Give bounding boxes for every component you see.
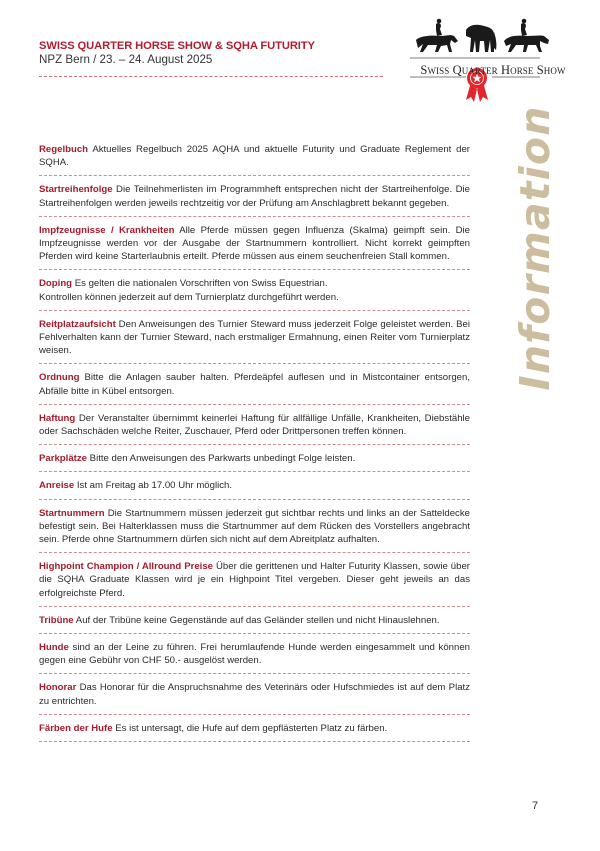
info-entry-highpoint bbox=[39, 560, 470, 607]
logo-text: Swiss Quarter Horse Show bbox=[420, 63, 566, 77]
entry-term: Tribüne bbox=[39, 614, 74, 626]
entry-text: Den Anweisungen des Turnier Steward muss jederzeit Folge geleistet werden. Bei Fehlverhalten kann der Turnier Steward, nach erstmaliger Ermahnung, einen Reiter vom Turnierplatz weisen. bbox=[39, 318, 470, 357]
entry-term: Honorar bbox=[39, 682, 77, 694]
info-entry-tribuene bbox=[39, 614, 470, 634]
entry-term: Anreise bbox=[39, 480, 75, 492]
entry-term: Ordnung bbox=[39, 372, 80, 384]
entry-text-line2: Kontrollen können jederzeit auf dem Turnierplatz durchgeführt werden. bbox=[39, 291, 339, 303]
header-subtitle: NPZ Bern / 23. – 24. August 2025 bbox=[39, 53, 213, 66]
entry-text: Auf der Tribüne keine Gegenstände auf das Geländer stellen und nicht Hinauslehnen. bbox=[73, 614, 440, 626]
page-number: 7 bbox=[532, 800, 539, 812]
entry-text: Über die gerittenen und Halter Futurity Klassen, sowie über die SQHA Graduate Klassen wird je ein Highpoint Titel vergeben. Dieser geht jeweils an das erfolgreichste Pferd. bbox=[39, 561, 470, 599]
info-entry-regelbuch bbox=[39, 143, 470, 176]
info-entry-faerben-der-hufe bbox=[39, 722, 470, 742]
side-label-text: Information bbox=[511, 104, 559, 391]
header-title: SWISS QUARTER HORSE SHOW & SQHA FUTURITY bbox=[39, 40, 315, 52]
entry-term: Hunde bbox=[39, 642, 69, 654]
entry-term: Regelbuch bbox=[39, 144, 89, 155]
info-entry-startreihenfolge bbox=[39, 183, 470, 216]
entry-text: Es ist untersagt, die Hufe auf dem gepflästerten Platz zu färben. bbox=[112, 722, 388, 734]
entry-text: Es gelten die nationalen Vorschriften von Swiss Equestrian. bbox=[72, 278, 328, 290]
info-entry-haftung bbox=[39, 412, 470, 445]
entry-text: Die Startnummern müssen jederzeit gut sichtbar rechts und links an der Satteldecke befestigt sein. Bei Halterklassen muss die Startnummer auf dem Rücken des Vorstellers angebracht sein. Pferde ohne Startnummern dürfen sich nicht auf dem Abreitplatz aufhalten. bbox=[39, 507, 470, 546]
entry-term: Doping bbox=[39, 278, 73, 290]
horse-rider-silhouette-icon bbox=[416, 19, 458, 52]
entry-text: Die Teilnehmerlisten im Programmheft entsprechen nicht der Startreihenfolge. Die Startreihenfolgen werden jeweils rechtzeitig vor der Prüfung am Anschlagbrett bekannt gegeben. bbox=[39, 184, 470, 209]
header-divider bbox=[39, 76, 383, 77]
info-entry-reitplatzaufsicht bbox=[39, 318, 470, 365]
entry-term: Impfzeugnisse / Krankheiten bbox=[39, 224, 175, 236]
horse-silhouette-icon bbox=[466, 25, 496, 52]
entry-text: Ist am Freitag ab 17.00 Uhr möglich. bbox=[74, 480, 233, 492]
entry-text: Der Veranstalter übernimmt keinerlei Haftung für allfällige Unfälle, Krankheiten, Diebstähle oder Sachschäden welche Reiter, Zuschauer, Pferd oder Drittpersonen treffen können. bbox=[39, 412, 470, 438]
entry-term: Haftung bbox=[39, 412, 76, 424]
entry-term: Startnummern bbox=[39, 507, 105, 519]
entry-text: Aktuelles Regelbuch 2025 AQHA und aktuelle Futurity und Graduate Reglement der SQHA. bbox=[39, 144, 470, 169]
entry-term: Reitplatzaufsicht bbox=[39, 318, 116, 330]
info-entry-ordnung bbox=[39, 371, 470, 404]
information-side-label bbox=[507, 104, 563, 391]
info-entry-startnummern bbox=[39, 507, 470, 554]
info-entry-parkplaetze bbox=[39, 452, 470, 472]
information-list bbox=[39, 143, 470, 749]
info-entry-honorar bbox=[39, 681, 470, 714]
info-entry-impfzeugnisse bbox=[39, 224, 470, 271]
logo-graphic bbox=[408, 14, 578, 106]
entry-term: Startreihenfolge bbox=[39, 184, 113, 196]
entry-text: Alle Pferde müssen gegen Influenza (Skalma) geimpft sein. Die Impfzeugnisse werden vor der Ausgabe der Startnummern kontrolliert. Nicht korrekt geimpften Pferden wird keine Starterlaubnis erteilt. Pferde müssen aus einem seuchenfreien Stall kommen. bbox=[39, 224, 471, 263]
entry-term: Highpoint Champion / Allround Preise bbox=[39, 561, 214, 573]
entry-text: Bitte die Anlagen sauber halten. Pferdeäpfel auflesen und in Mistcontainer entsorgen, Abfälle bitte in Kübel entsorgen. bbox=[39, 372, 470, 397]
info-entry-doping bbox=[39, 277, 470, 310]
swiss-quarter-horse-show-logo bbox=[408, 14, 578, 106]
entry-term: Färben der Hufe bbox=[39, 722, 113, 734]
entry-term: Parkplätze bbox=[39, 453, 87, 465]
entry-text: Das Honorar für die Anspruchsnahme des Veterinärs oder Hufschmiedes ist auf dem Platz zu entrichten. bbox=[39, 682, 470, 707]
info-entry-hunde bbox=[39, 641, 470, 674]
info-entry-anreise bbox=[39, 479, 470, 499]
entry-text: sind an der Leine zu führen. Frei herumlaufende Hunde werden eingesammelt und können gegen eine Gebühr von CHF 50.- ausgelöst werden. bbox=[39, 642, 470, 667]
horse-rider-silhouette-icon bbox=[504, 19, 549, 52]
entry-text: Bitte den Anweisungen des Parkwarts unbedingt Folge leisten. bbox=[87, 453, 356, 465]
